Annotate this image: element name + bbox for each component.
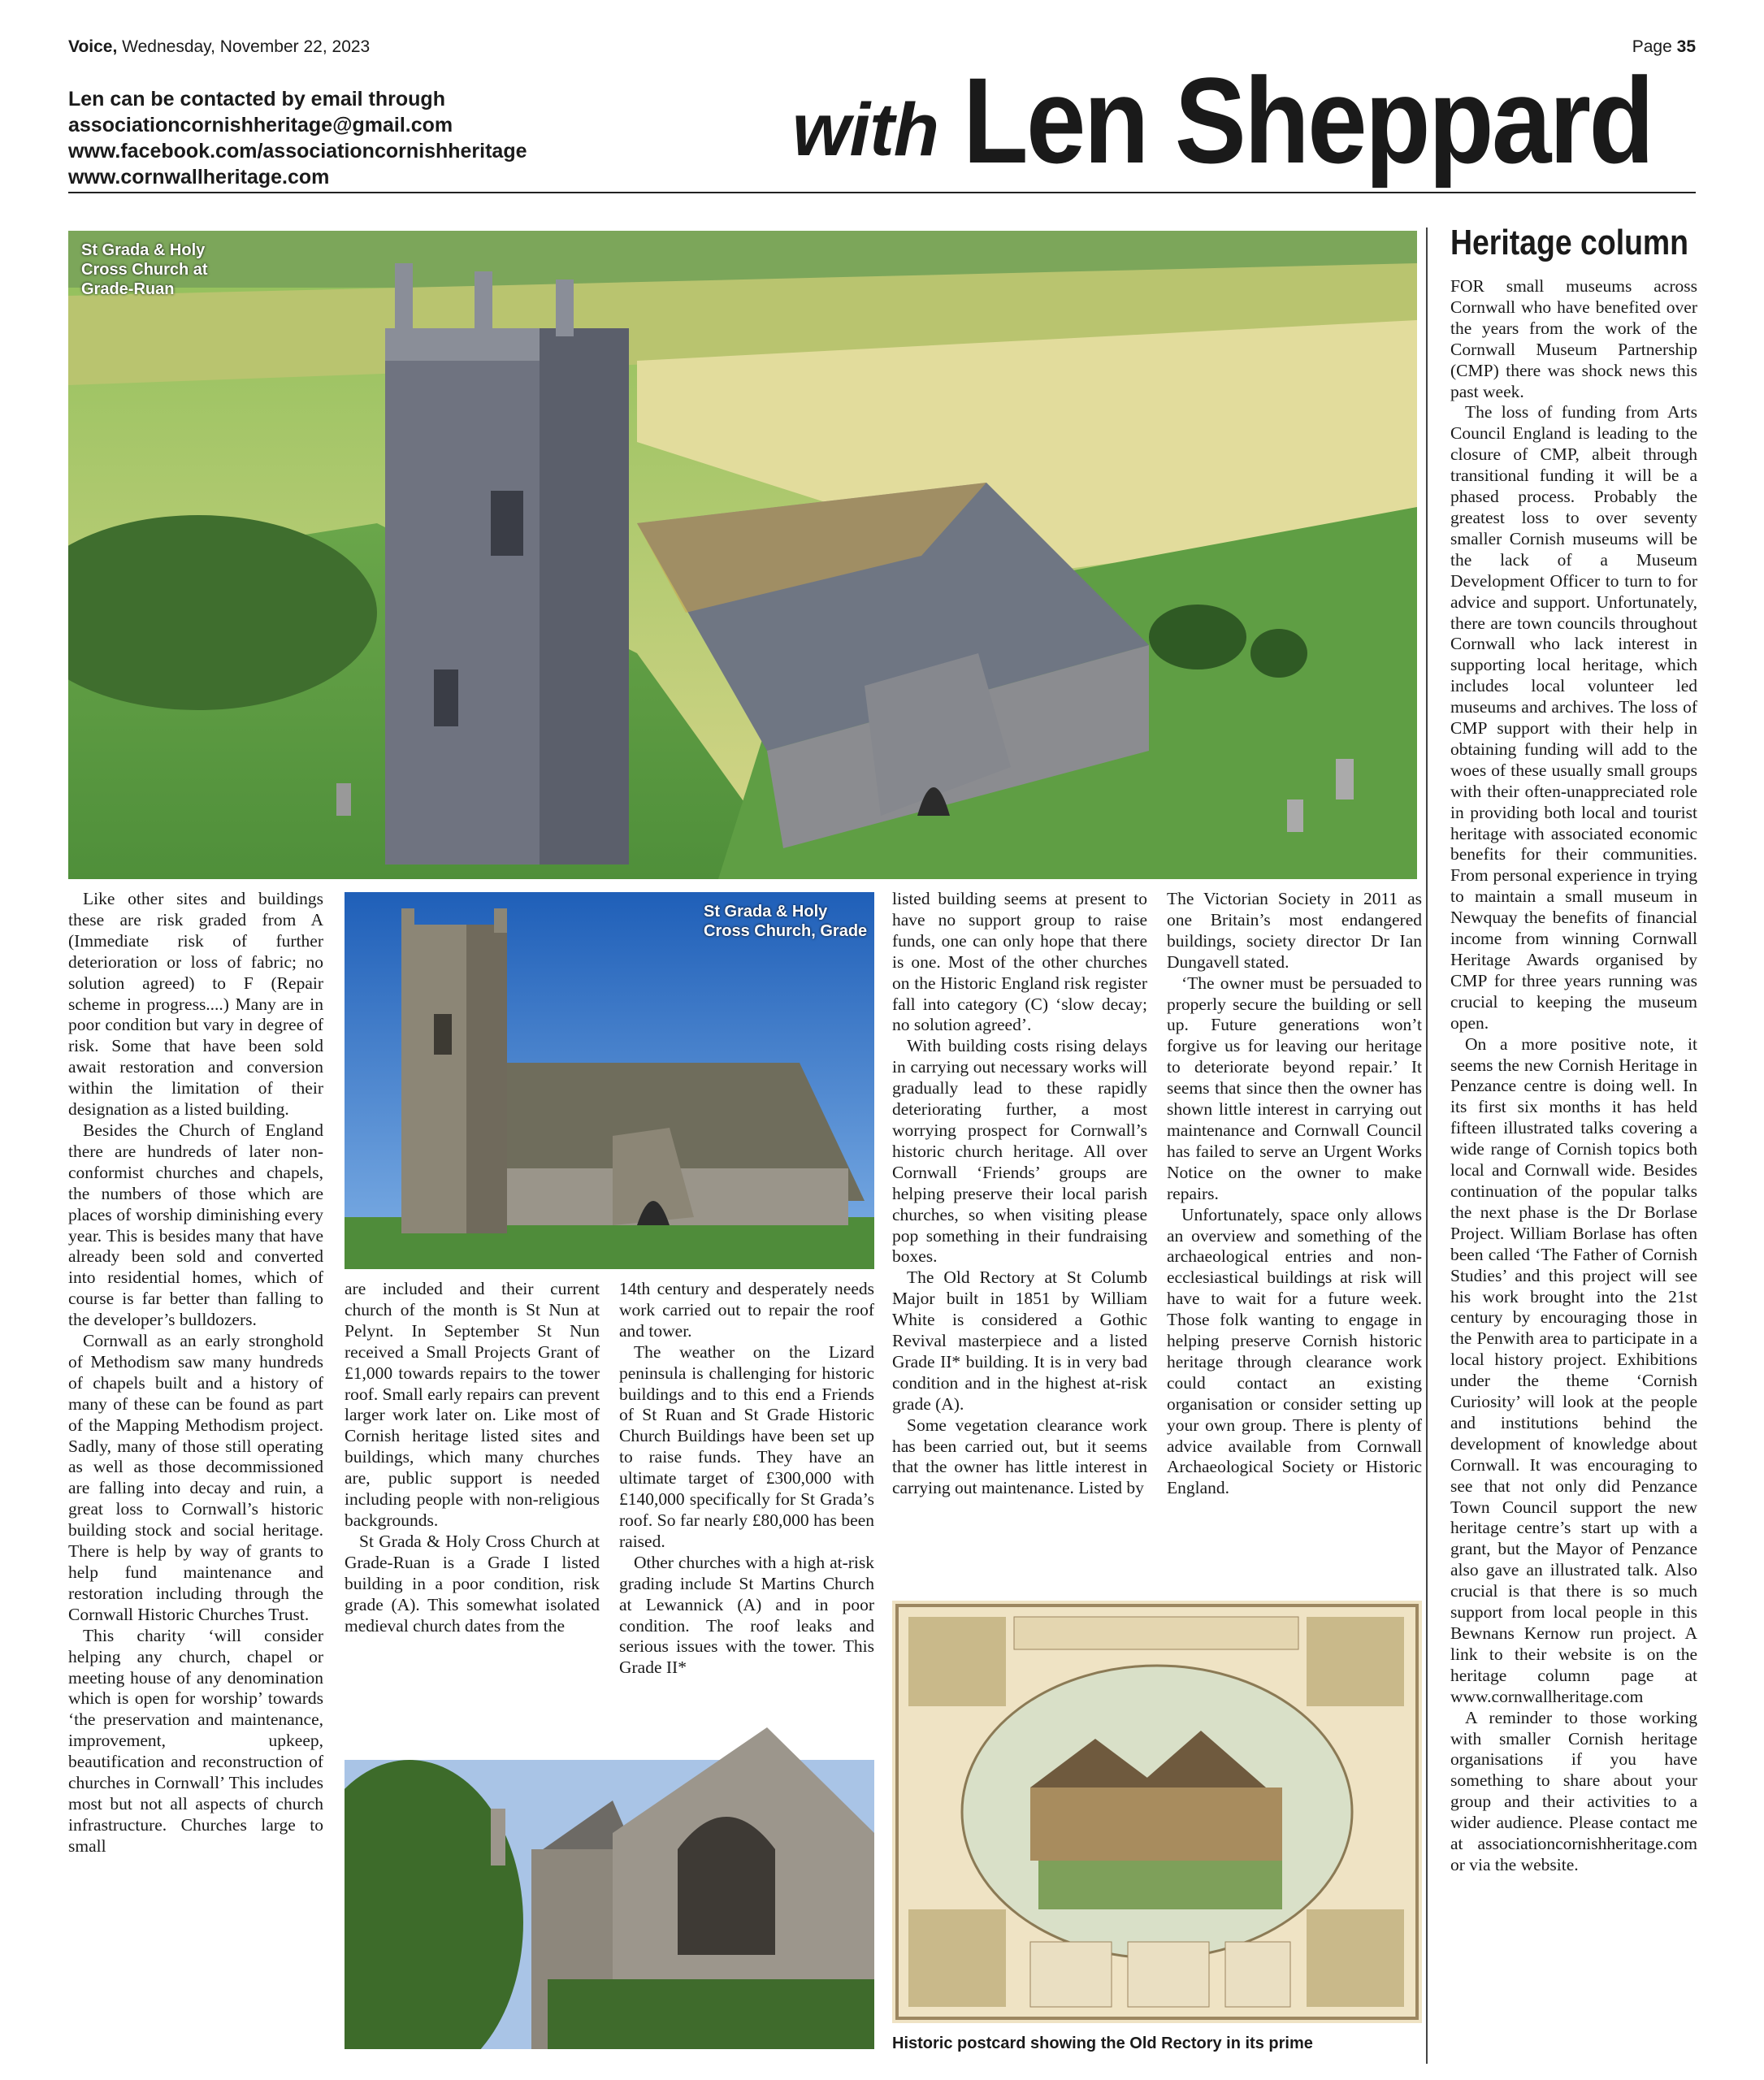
postcard-caption: Historic postcard showing the Old Rectory in its prime bbox=[892, 2034, 1313, 2052]
col3-paragraph: 14th century and desperately needs work carried out to repair the roof and tower. bbox=[619, 1279, 874, 1341]
sidebar-paragraph: FOR small museums across Cornwall who have benefited over the years from the work of the Cornwall Museum Partnership (CMP) there was shock news this past week. bbox=[1450, 276, 1697, 401]
col4-paragraph: The Old Rectory at St Columb Major built in 1851 by William White is considered a Gothic Revival masterpiece and a listed Grade II* building. It is in very bad condition and in the highest at-risk grade (A). bbox=[892, 1268, 1147, 1414]
page-number: 35 bbox=[1676, 37, 1696, 56]
col2-paragraph: St Grada & Holy Cross Church at Grade-Ruan is a Grade I listed building in a poor condition, risk grade (A). This somewhat isolated medieval church dates from the bbox=[345, 1531, 600, 1636]
sidebar-heading: Heritage column bbox=[1450, 223, 1689, 262]
col5-paragraph: ‘The owner must be persuaded to properly secure the building or sell up. Future generations won’t forgive us for leaving our heritage to deteriorate beyond repair.’ It seems that since then the owner has shown little interest in carrying out maintenance and Cornwall Council has failed to serve an Urgent Works Notice on the owner to make repairs. bbox=[1167, 973, 1422, 1203]
main-church-photo bbox=[68, 231, 1417, 879]
col3-paragraph: Other churches with a high at-risk grading include St Martins Church at Lewannick (A) and in poor condition. The roof leaks and serious issues with the tower. This Grade II* bbox=[619, 1552, 874, 1678]
sidebar-paragraph: The loss of funding from Arts Council England is leading to the closure of CMP, albeit through transitional funding it will be a phased process. Probably the greatest loss to over seventy smaller Cornish museums will be the lack of a Museum Development Officer to turn to for advice and support. Unfortunately, there are town councils throughout Cornwall who lack interest in supporting local heritage, which includes local volunteer led museums and archives. The loss of CMP support with their help in obtaining funding will add to the woes of these usually small groups with their often-unappreciated role in providing both local and tourist heritage with associated economic benefits for their communities. From personal experience in trying to maintain a small museum in Newquay the benefits of financial income from winning Cornwall Heritage Awards organised by CMP for three years running was crucial to keeping the museum open. bbox=[1450, 402, 1697, 1033]
col3-paragraph: The weather on the Lizard peninsula is challenging for historic buildings and to this end a Friends of St Ruan and St Grade Historic Church Buildings have been set up to raise funds. They have an ultimate target of £300,000 with £140,000 specifically for St Grada’s roof. So far nearly £80,000 has been raised. bbox=[619, 1341, 874, 1551]
contact-email: associationcornishheritage@gmail.com bbox=[68, 114, 453, 136]
grade-church-photo bbox=[345, 892, 874, 1269]
sidebar-paragraph: A reminder to those working with smaller Cornish heritage organisations if you have something to share about your group and their activities to a wider audience. Please contact me at associationcornishheritage.com or via the website. bbox=[1450, 1707, 1697, 1874]
col1-paragraph: Like other sites and buildings these are risk graded from A (Immediate risk of further deterioration or loss of fabric; no solution agreed) to F (Repair scheme in progress....) Many are in poor condition but vary in degree of risk. Some that have been sold await restoration and conversion within the limitation of their designation as a listed building. bbox=[68, 889, 323, 1120]
col1-paragraph: Cornwall as an early stronghold of Methodism saw many hundreds of chapels built and a history of many of these can be found as part of the Mapping Methodism project. Sadly, many of those still operating as well as those decommissioned are falling into decay and ruin, a great loss to Cornwall’s historic building stock and social heritage. There is help by way of grants to help fund maintenance and restoration including through the Cornwall Historic Churches Trust. bbox=[68, 1331, 323, 1624]
grade-church-caption: St Grada & Holy Cross Church, Grade bbox=[704, 903, 868, 940]
publication-name: Voice, bbox=[68, 37, 118, 56]
historic-postcard-image bbox=[892, 1601, 1422, 2023]
header-divider bbox=[68, 192, 1696, 193]
contact-facebook: www.facebook.com/associationcornishheritage bbox=[68, 140, 527, 162]
col4-paragraph: Some vegetation clearance work has been carried out, but it seems that the owner has little interest in carrying out maintenance. Listed by bbox=[892, 1415, 1147, 1498]
col5-paragraph: Unfortunately, space only allows an overview and something of the archaeological entries and non-ecclesiastical buildings at risk will have to wait for a future week. Those folk wanting to engage in helping preserve Cornish historic heritage through clearance work could contact an existing organisation or consider setting up your own group. There is plenty of advice available from Cornwall Archaeological Society or Historic England. bbox=[1167, 1204, 1422, 1498]
col5-paragraph: The Victorian Society in 2011 as one Britain’s most endangered buildings, society director Dr Ian Dungavell stated. bbox=[1167, 889, 1422, 972]
col1-paragraph: This charity ‘will consider helping any church, chapel or meeting house of any denomination which is open for worship’ towards ‘the preservation and maintenance, improvement, upkeep, beautification and reconstruction of churches in Cornwall’ This includes most but not all aspects of church infrastructure. Churches large to small bbox=[68, 1625, 323, 1856]
dateline bbox=[68, 37, 370, 57]
col4-paragraph: listed building seems at present to have no support group to raise funds, one can only hope that there is one. Most of the other churches on the Historic England risk register fall into category (C) ‘slow decay; no solution agreed’. bbox=[892, 889, 1147, 1035]
col1-paragraph: Besides the Church of England there are hundreds of later non-conformist churches and chapels, the numbers of those which are places of worship diminishing every year. This is besides many that have already been sold and converted into residential homes, which of course is far better than falling to the developer’s bulldozers. bbox=[68, 1120, 323, 1330]
main-photo-caption: St Grada & Holy Cross Church at Grade-Ruan bbox=[81, 241, 208, 298]
old-rectory-photo bbox=[345, 1711, 874, 2049]
article-column-5 bbox=[1167, 889, 1422, 1499]
article-column-1 bbox=[68, 889, 323, 1857]
page-number-label: Page 35 bbox=[1632, 37, 1696, 56]
article-column-4 bbox=[892, 889, 1147, 1499]
contact-block bbox=[68, 86, 653, 190]
contact-website: www.cornwallheritage.com bbox=[68, 166, 330, 188]
issue-date: Wednesday, November 22, 2023 bbox=[122, 37, 371, 56]
col2-paragraph: are included and their current church of the month is St Nun at Pelynt. In September St Nun received a Small Projects Grant of £1,000 towards repairs to the tower roof. Small early repairs can prevent larger work later on. Like most of Cornish heritage listed sites and buildings, which many churches are, public support is needed including people with non-religious backgrounds. bbox=[345, 1279, 600, 1530]
heritage-column-body bbox=[1450, 276, 1697, 1876]
col4-paragraph: With building costs rising delays in carrying out necessary works will gradually lead to these rapidly deteriorating further, a most worrying prospect for Cornwall’s historic church heritage. All over Cornwall ‘Friends’ groups are helping preserve their local parish churches, so when visiting please pop something in their fundraising boxes. bbox=[892, 1036, 1147, 1267]
contact-intro: Len can be contacted by email through bbox=[68, 88, 445, 110]
columnist-name: Len Sheppard bbox=[963, 52, 1653, 188]
article-column-2 bbox=[345, 1279, 600, 1636]
article-column-3 bbox=[619, 1279, 874, 1679]
title-with: with bbox=[792, 89, 938, 171]
sidebar-divider bbox=[1426, 228, 1428, 2064]
sidebar-paragraph: On a more positive note, it seems the new Cornish Heritage in Penzance centre is doing well. In its first six months it has held fifteen illustrated talks covering a wide range of Cornish topics both local and Cornwall wide. Besides continuation of the popular talks the next phase is the Dr Borlase Project. William Borlase has often been called ‘The Father of Cornish Studies’ and this project will see his work brought into the 21st century by encouraging those in the Penwith area to participate in a local history project. Exhibitions under the theme ‘Cornish Curiosity’ will look at the people and institutions behind the development of knowledge about Cornwall. It was encouraging to see that not only did Penzance Town Council support the new heritage centre’s start up with a grant, but the Mayor of Penzance also gave an illustrated talk. Also crucial is that there is so much support from local people in this Bewnans Kernow run project. A link to their website is on the heritage column page at www.cornwallheritage.com bbox=[1450, 1034, 1697, 1706]
